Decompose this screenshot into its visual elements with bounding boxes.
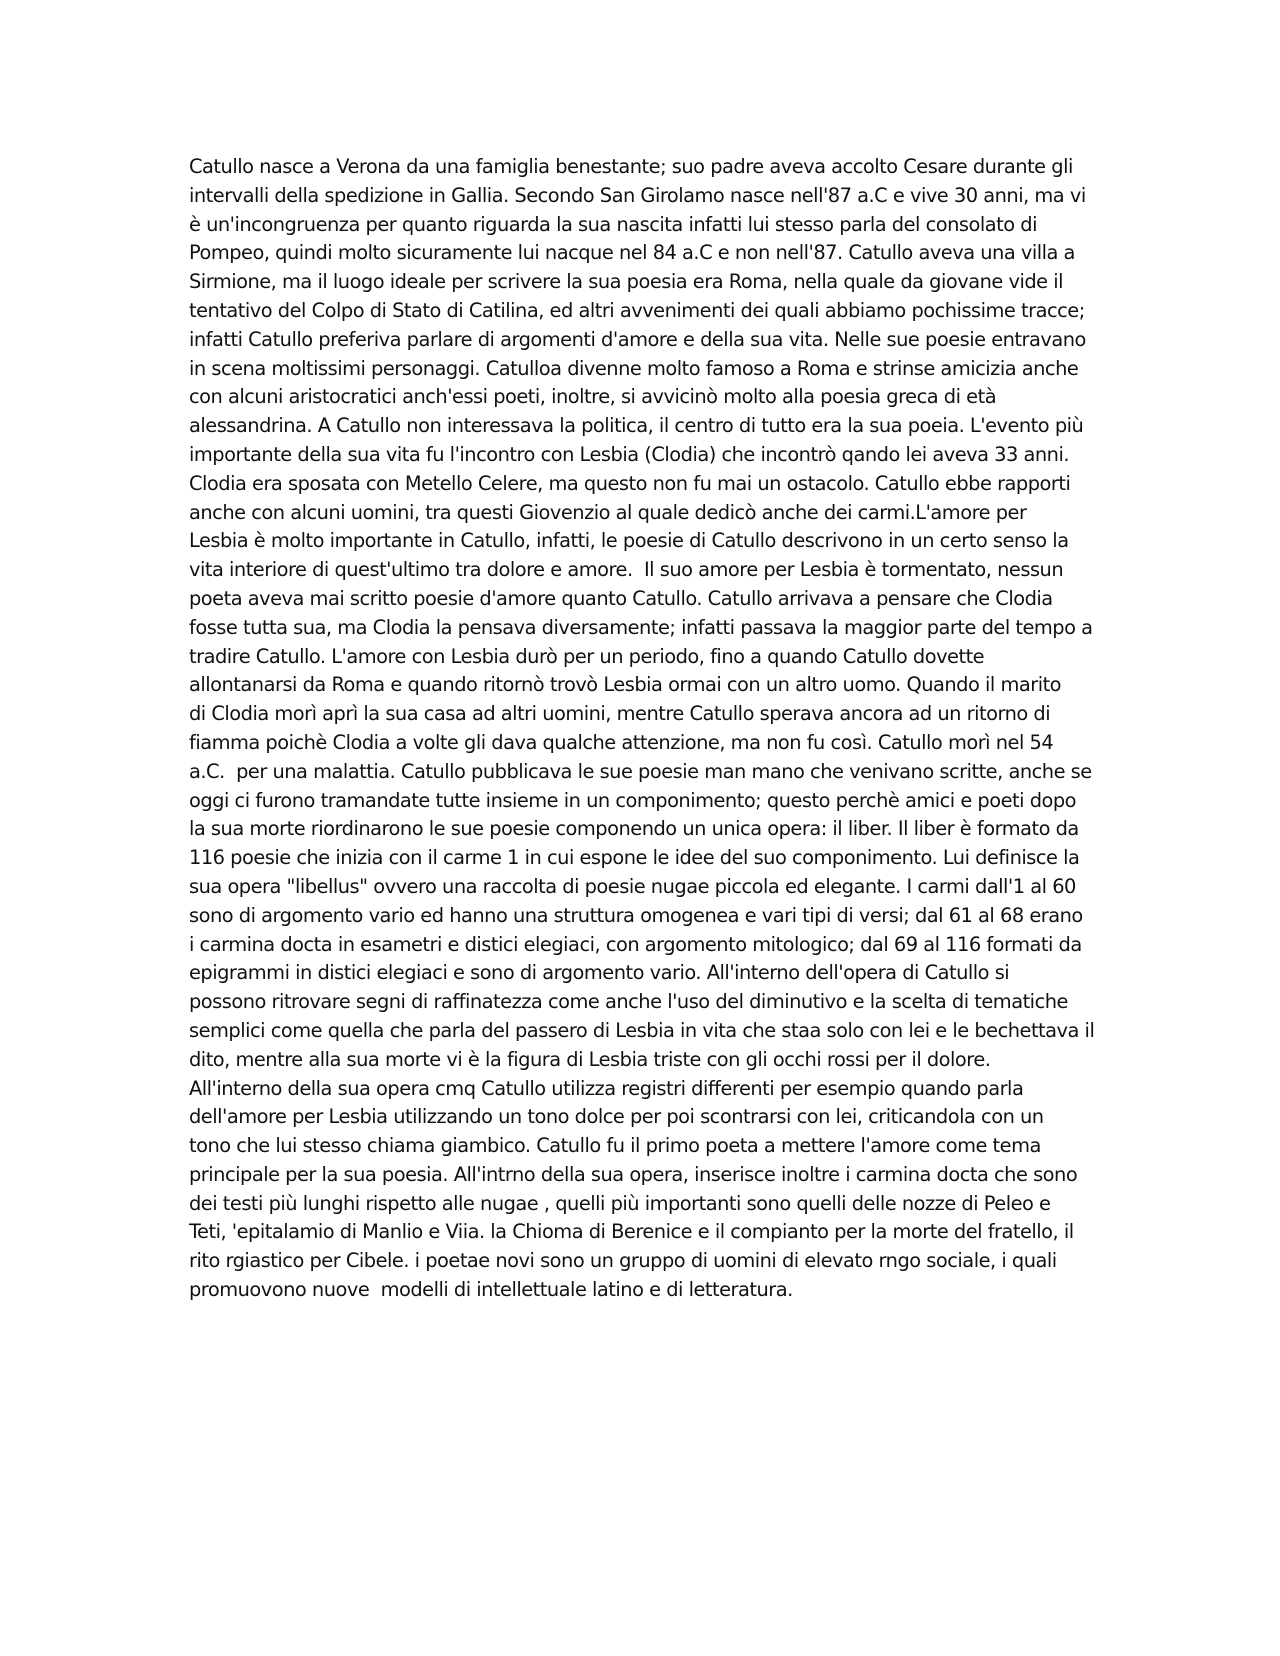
text-line: oggi ci furono tramandate tutte insieme in un componimento; questo perchè amici e poeti dopo <box>189 788 1077 812</box>
text-line: fiamma poichè Clodia a volte gli dava qualche attenzione, ma non fu così. Catullo morì nel 54 <box>189 730 1054 754</box>
text-line: semplici come quella che parla del passero di Lesbia in vita che staa solo con lei e le bechettava il <box>189 1018 1095 1042</box>
text-line: a.C. per una malattia. Catullo pubblicava le sue poesie man mano che venivano scritte, anche se <box>189 759 1092 783</box>
text-line: intervalli della spedizione in Gallia. Secondo San Girolamo nasce nell'87 a.C e vive 30 anni, ma vi <box>189 183 1086 207</box>
text-line: anche con alcuni uomini, tra questi Giovenzio al quale dedicò anche dei carmi.L'amore per <box>189 500 1027 524</box>
text-line: la sua morte riordinarono le sue poesie componendo un unica opera: il liber. Il liber è formato da <box>189 817 1079 841</box>
text-line: Lesbia è molto importante in Catullo, infatti, le poesie di Catullo descrivono in un certo senso la <box>189 529 1069 553</box>
text-line: epigrammi in distici elegiaci e sono di argomento vario. All'interno dell'opera di Catullo si <box>189 961 1010 985</box>
text-line: possono ritrovare segni di raffinatezza come anche l'uso del diminutivo e la scelta di tematiche <box>189 990 1068 1014</box>
body-text <box>189 153 1099 1305</box>
text-line: tono che lui stesso chiama giambico. Catullo fu il primo poeta a mettere l'amore come tema <box>189 1134 1041 1158</box>
text-line: è un'incongruenza per quanto riguarda la sua nascita infatti lui stesso parla del consolato di <box>189 212 1037 236</box>
text-line: Clodia era sposata con Metello Celere, ma questo non fu mai un ostacolo. Catullo ebbe rapporti <box>189 471 1071 495</box>
text-line: principale per la sua poesia. All'intrno della sua opera, inserisce inoltre i carmina docta che sono <box>189 1162 1078 1186</box>
text-line: Teti, 'epitalamio di Manlio e Viia. la Chioma di Berenice e il compianto per la morte del fratello, il <box>189 1220 1074 1244</box>
text-line: dei testi più lunghi rispetto alle nugae , quelli più importanti sono quelli delle nozze di Peleo e <box>189 1191 1051 1215</box>
text-line: rito rgiastico per Cibele. i poetae novi sono un gruppo di uomini di elevato rngo sociale, i quali <box>189 1249 1057 1273</box>
text-line: i carmina docta in esametri e distici elegiaci, con argomento mitologico; dal 69 al 116 formati da <box>189 932 1082 956</box>
text-line: tradire Catullo. L'amore con Lesbia durò per un periodo, fino a quando Catullo dovette <box>189 644 985 668</box>
text-line: allontanarsi da Roma e quando ritornò trovò Lesbia ormai con un altro uomo. Quando il marito <box>189 673 1062 697</box>
text-line: sono di argomento vario ed hanno una struttura omogenea e vari tipi di versi; dal 61 al 68 erano <box>189 903 1083 927</box>
text-line: Sirmione, ma il luogo ideale per scrivere la sua poesia era Roma, nella quale da giovane vide il <box>189 270 1064 294</box>
text-line: vita interiore di quest'ultimo tra dolore e amore. Il suo amore per Lesbia è tormentato, nessun <box>189 558 1064 582</box>
text-line: con alcuni aristocratici anch'essi poeti, inoltre, si avvicinò molto alla poesia greca di età <box>189 385 997 409</box>
text-line: alessandrina. A Catullo non interessava la politica, il centro di tutto era la sua poeia. L'evento più <box>189 414 1084 438</box>
text-line: All'interno della sua opera cmq Catullo utilizza registri differenti per esempio quando parla <box>189 1076 1024 1100</box>
text-line: in scena moltissimi personaggi. Catulloa divenne molto famoso a Roma e strinse amicizia anche <box>189 356 1079 380</box>
text-line: tentativo del Colpo di Stato di Catilina, ed altri avvenimenti dei quali abbiamo pochissime tracce; <box>189 298 1085 322</box>
text-line: Catullo nasce a Verona da una famiglia benestante; suo padre aveva accolto Cesare durante gli <box>189 155 1073 178</box>
text-line: sua opera "libellus" ovvero una raccolta di poesie nugae piccola ed elegante. I carmi dall'1 al 60 <box>189 874 1076 898</box>
text-line: fosse tutta sua, ma Clodia la pensava diversamente; infatti passava la maggior parte del tempo a <box>189 615 1093 639</box>
text-line: poeta aveva mai scritto poesie d'amore quanto Catullo. Catullo arrivava a pensare che Clodia <box>189 586 1053 610</box>
text-line: promuovono nuove modelli di intellettuale latino e di letteratura. <box>189 1278 793 1302</box>
text-line: dell'amore per Lesbia utilizzando un tono dolce per poi scontrarsi con lei, criticandola con un <box>189 1105 1044 1129</box>
text-line: dito, mentre alla sua morte vi è la figura di Lesbia triste con gli occhi rossi per il dolore. <box>189 1047 991 1071</box>
text-line: di Clodia morì aprì la sua casa ad altri uomini, mentre Catullo sperava ancora ad un ritorno di <box>189 702 1051 726</box>
text-line: infatti Catullo preferiva parlare di argomenti d'amore e della sua vita. Nelle sue poesie entravano <box>189 327 1086 351</box>
text-line: importante della sua vita fu l'incontro con Lesbia (Clodia) che incontrò qando lei aveva 33 anni. <box>189 442 1069 466</box>
text-line: Pompeo, quindi molto sicuramente lui nacque nel 84 a.C e non nell'87. Catullo aveva una villa a <box>189 241 1075 265</box>
text-line: 116 poesie che inizia con il carme 1 in cui espone le idee del suo componimento. Lui definisce la <box>189 846 1080 870</box>
